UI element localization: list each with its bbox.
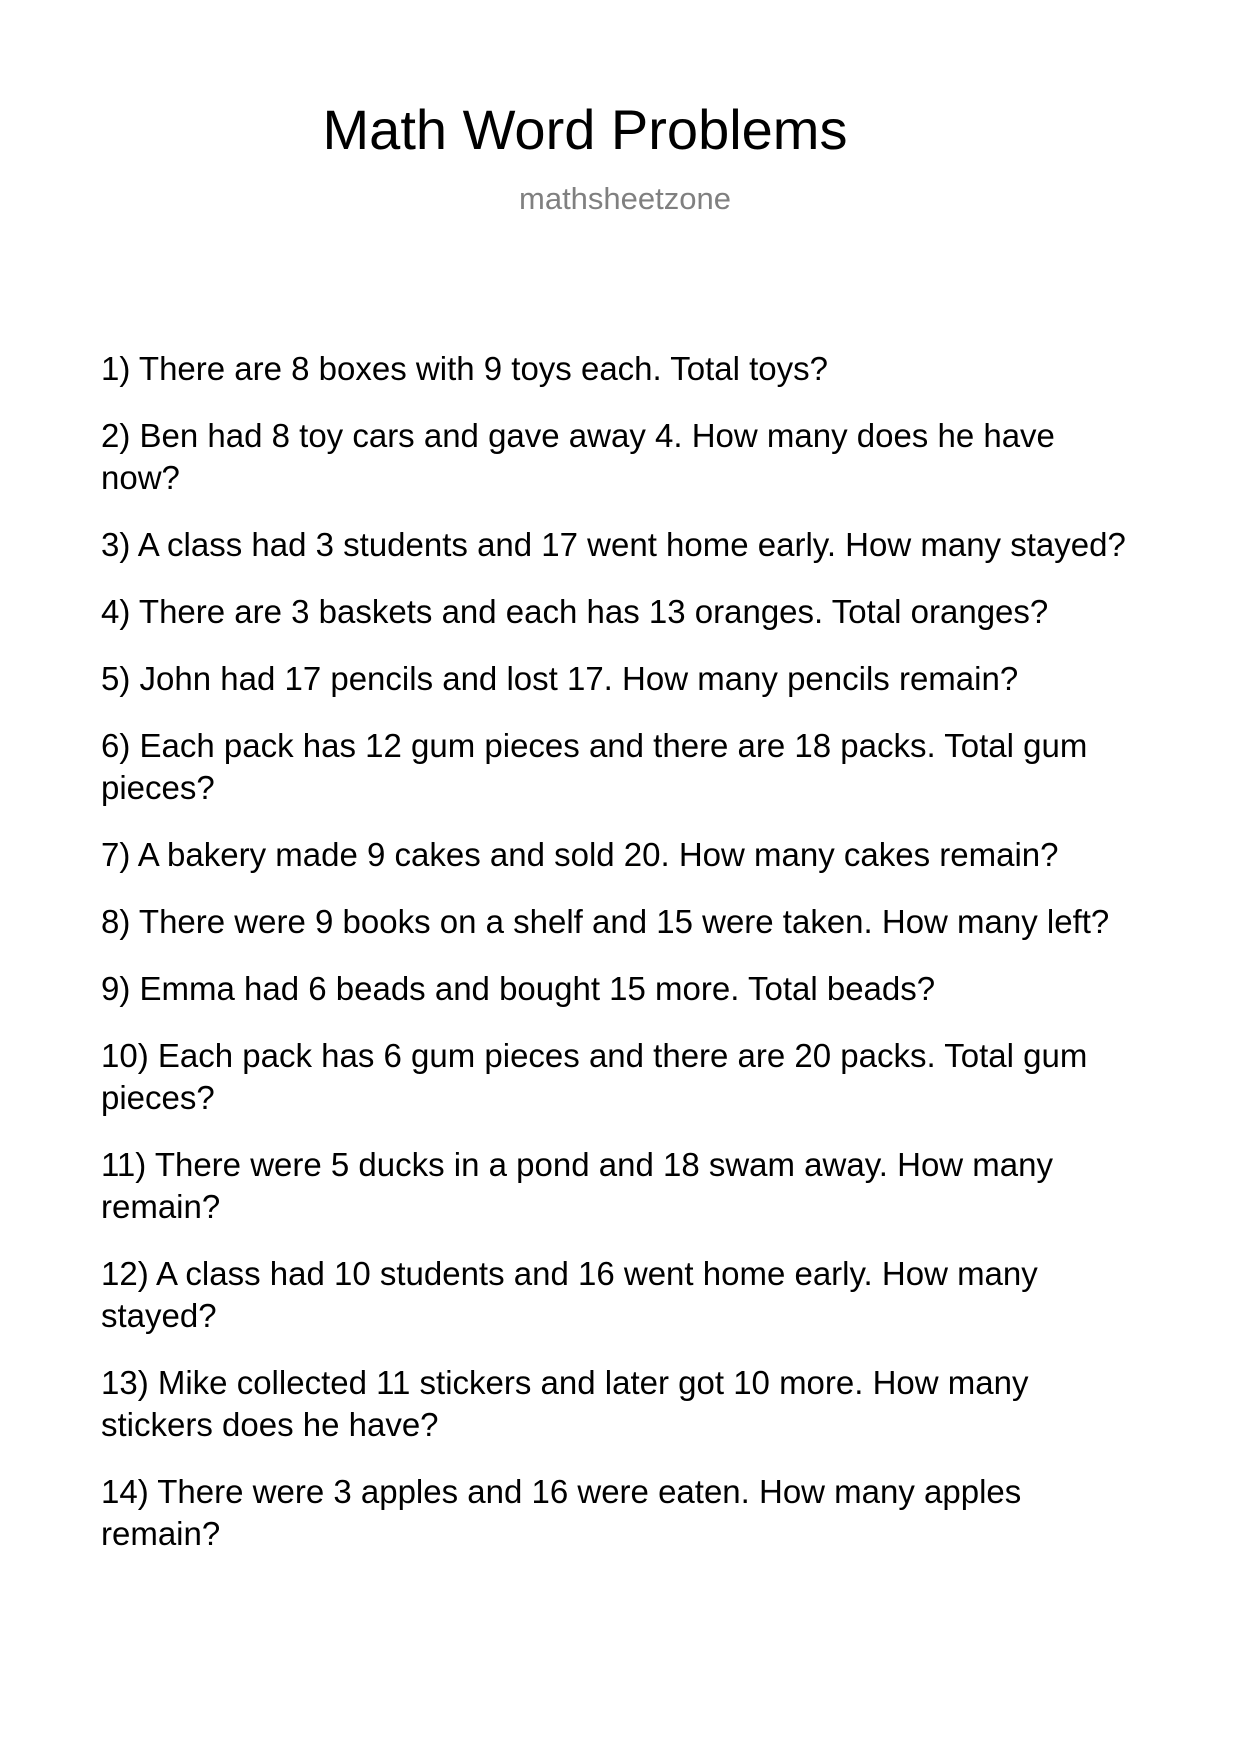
problem-item: 3) A class had 3 students and 17 went home early. How many stayed? bbox=[101, 526, 1126, 563]
problem-item: 12) A class had 10 students and 16 went home early. How many stayed? bbox=[101, 1255, 1038, 1334]
problem-item: 14) There were 3 apples and 16 were eaten. How many apples remain? bbox=[101, 1473, 1022, 1552]
problem-item: 5) John had 17 pencils and lost 17. How many pencils remain? bbox=[101, 660, 1019, 697]
problem-item: 7) A bakery made 9 cakes and sold 20. How many cakes remain? bbox=[101, 836, 1059, 873]
problem-item: 8) There were 9 books on a shelf and 15 were taken. How many left? bbox=[101, 903, 1110, 940]
problem-item: 9) Emma had 6 beads and bought 15 more. Total beads? bbox=[101, 970, 936, 1007]
problem-item: 10) Each pack has 6 gum pieces and there are 20 packs. Total gum pieces? bbox=[101, 1037, 1088, 1116]
problem-item: 2) Ben had 8 toy cars and gave away 4. How many does he have now? bbox=[101, 417, 1055, 496]
problem-item: 6) Each pack has 12 gum pieces and there are 18 packs. Total gum pieces? bbox=[101, 727, 1088, 806]
problem-item: 4) There are 3 baskets and each has 13 oranges. Total oranges? bbox=[101, 593, 1049, 630]
problem-list bbox=[101, 348, 1141, 1580]
page-subtitle: mathsheetzone bbox=[519, 181, 731, 216]
page-title: Math Word Problems bbox=[322, 98, 848, 161]
problem-item: 11) There were 5 ducks in a pond and 18 swam away. How many remain? bbox=[101, 1146, 1053, 1225]
problem-item: 1) There are 8 boxes with 9 toys each. Total toys? bbox=[101, 350, 829, 387]
problem-item: 13) Mike collected 11 stickers and later got 10 more. How many stickers does he have? bbox=[101, 1364, 1029, 1443]
